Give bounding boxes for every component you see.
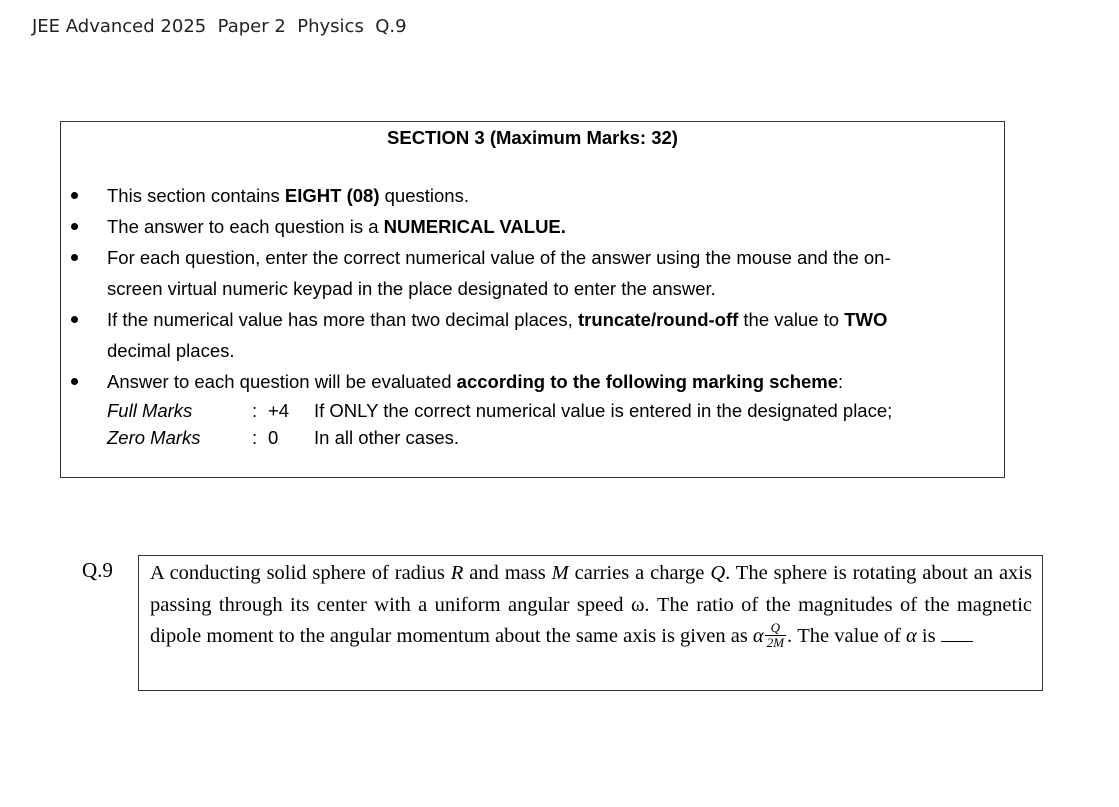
fraction-denominator: 2M [766,634,785,650]
fraction [765,621,786,650]
page-header: JEE Advanced 2025 Paper 2 Physics Q.9 [32,16,407,37]
instruction-list [61,180,1004,451]
instruction-emphasis: NUMERICAL VALUE. [383,216,566,237]
instruction-text: : [838,371,844,392]
scheme-label: Full Marks [107,400,193,421]
marking-scheme-row [107,397,974,424]
answer-blank [941,623,973,642]
variable-r: R [450,562,464,584]
instruction-text: the value to [738,309,845,330]
scheme-value: +4 [268,400,290,421]
variable-m: M [551,562,569,584]
instruction-item [61,366,1004,451]
instruction-text: Answer to each question will be evaluated [107,371,457,392]
scheme-description: If ONLY the correct numerical value is entered in the designated place; [314,400,893,421]
instruction-text: For each question, enter the correct numerical value of the answer using the mouse and the on- [107,247,891,268]
instruction-text: questions. [379,185,469,206]
instruction-text: The answer to each question is a [107,216,384,237]
instruction-emphasis: according to the following marking scheme [456,371,839,392]
question-box [138,555,1043,691]
variable-q: Q [710,562,726,584]
scheme-colon: : [252,427,258,448]
scheme-value: 0 [268,427,279,448]
bullet-icon [71,378,78,385]
scheme-label: Zero Marks [107,427,201,448]
question-text: A conducting solid sphere of radius [150,562,451,584]
instruction-text: decimal places. [107,340,235,361]
bullet-icon [71,223,78,230]
instructions-box [60,121,1005,478]
marking-scheme-row [107,424,974,451]
question-text: . The value of [787,625,906,647]
bullet-icon [71,254,78,261]
question-text: is [916,625,941,647]
instruction-item [61,242,1004,304]
instruction-emphasis: TWO [844,309,888,330]
instruction-text: If the numerical value has more than two decimal places, [107,309,578,330]
variable-alpha: α [906,625,917,647]
instruction-item [61,211,1004,242]
scheme-description: In all other cases. [314,427,459,448]
section-title: SECTION 3 (Maximum Marks: 32) [387,127,678,148]
question-text: . The sphere is rotating about an axis passing through its center with a uniform angular speed ω. The ratio of the magnitudes of the magnetic dipole moment to the angular momentum about the same axis is given as [150,562,1032,647]
bullet-icon [71,192,78,199]
instruction-item [61,180,1004,211]
instruction-text: This section contains [107,185,285,206]
question-text: and mass [463,562,552,584]
instruction-text: screen virtual numeric keypad in the place designated to enter the answer. [107,278,716,299]
scheme-colon: : [252,400,258,421]
question-text: carries a charge [568,562,711,584]
instruction-item [61,304,1004,366]
fraction-numerator: Q [765,621,786,636]
instruction-emphasis: EIGHT (08) [284,185,380,206]
variable-alpha: α [752,625,764,647]
bullet-icon [71,316,78,323]
question-number: Q.9 [82,558,113,582]
instruction-emphasis: truncate/round-off [577,309,739,330]
